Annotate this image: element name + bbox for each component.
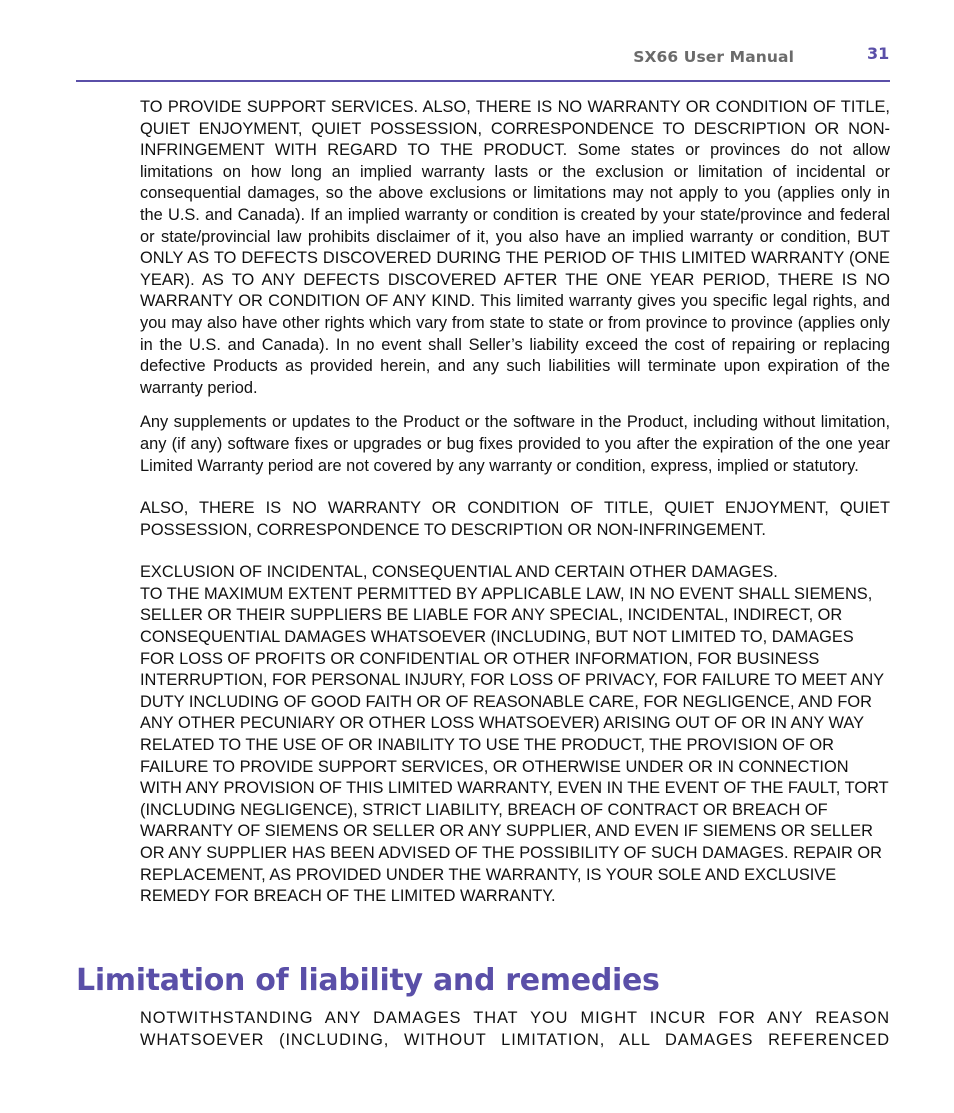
main-content xyxy=(140,97,890,908)
exclusion-text: TO THE MAXIMUM EXTENT PERMITTED BY APPLICABLE LAW, IN NO EVENT SHALL SIEMENS, SELLER OR THEIR SUPPLIERS BE LIABLE FOR ANY SPECIAL, INCIDENTAL, INDIRECT, OR CONSEQUENTIAL DAMAGES WHATSOEVER (INCLUDING, BUT NOT LIMITED TO, DAMAGES FOR LOSS OF PROFITS OR CONFIDENTIAL OR OTHER INFORMATION, FOR BUSINESS INTERRUPTION, FOR PERSONAL INJURY, FOR LOSS OF PRIVACY, FOR FAILURE TO MEET ANY DUTY INCLUDING OF GOOD FAITH OR OF REASONABLE CARE, FOR NEGLIGENCE, AND FOR ANY OTHER PECUNIARY OR OTHER LOSS WHATSOEVER) ARISING OUT OF OR IN ANY WAY RELATED TO THE USE OF OR INABILITY TO USE THE PRODUCT, THE PROVISION OF OR FAILURE TO PROVIDE SUPPORT SERVICES, OR OTHERWISE UNDER OR IN CONNECTION WITH ANY PROVISION OF THIS LIMITED WARRANTY, EVEN IN THE EVENT OF THE FAULT, TORT (INCLUDING NEGLIGENCE), STRICT LIABILITY, BREACH OF CONTRACT OR BREACH OF WARRANTY OF SIEMENS OR SELLER OR ANY SUPPLIER, AND EVEN IF SIEMENS OR SELLER OR ANY SUPPLIER HAS BEEN ADVISED OF THE POSSIBILITY OF SUCH DAMAGES. REPAIR OR REPLACEMENT, AS PROVIDED UNDER THE WARRANTY, IS YOUR SOLE AND EXCLUSIVE REMEDY FOR BREACH OF THE LIMITED WARRANTY. xyxy=(140,584,889,906)
section-heading: Limitation of liability and remedies xyxy=(76,963,660,998)
exclusion-block xyxy=(140,562,890,908)
no-warranty-paragraph: ALSO, THERE IS NO WARRANTY OR CONDITION OF TITLE, QUIET ENJOYMENT, QUIET POSSESSION, CORRESPONDENCE TO DESCRIPTION OR NON-INFRINGEMENT. xyxy=(140,499,890,539)
liability-paragraph: NOTWITHSTANDING ANY DAMAGES THAT YOU MIGHT INCUR FOR ANY REASON WHATSOEVER (INCLUDING, WITHOUT LIMITATION, ALL DAMAGES REFERENCED xyxy=(140,1009,890,1049)
updates-paragraph: Any supplements or updates to the Product or the software in the Product, including without limitation, any (if any) software fixes or upgrades or bug fixes provided to you after the expiration of the one year Limited Warranty period are not covered by any warranty or condition, express, implied or statutory. xyxy=(140,413,890,475)
section-content xyxy=(140,1008,890,1051)
page-header xyxy=(0,44,954,72)
manual-title: SX66 User Manual xyxy=(633,48,794,66)
page-number: 31 xyxy=(867,44,890,63)
header-divider xyxy=(76,80,890,82)
exclusion-heading: EXCLUSION OF INCIDENTAL, CONSEQUENTIAL AND CERTAIN OTHER DAMAGES. xyxy=(140,563,778,582)
warranty-paragraph: TO PROVIDE SUPPORT SERVICES. ALSO, THERE IS NO WARRANTY OR CONDITION OF TITLE, QUIET ENJOYMENT, QUIET POSSESSION, CORRESPONDENCE TO DESCRIPTION OR NON-INFRINGEMENT WITH REGARD TO THE PRODUCT. Some states or provinces do not allow limitations on how long an implied warranty lasts or the exclusion or limitation of incidental or consequential damages, so the above exclusions or limitations may not apply to you (applies only in the U.S. and Canada). If an implied warranty or condition is created by your state/province and federal or state/provincial law prohibits disclaimer of it, you also have an implied warranty or condition, BUT ONLY AS TO DEFECTS DISCOVERED DURING THE PERIOD OF THIS LIMITED WARRANTY (ONE YEAR). AS TO ANY DEFECTS DISCOVERED AFTER THE ONE YEAR PERIOD, THERE IS NO WARRANTY OR CONDITION OF ANY KIND. This limited warranty gives you specific legal rights, and you may also have other rights which vary from state to state or from province to province (applies only in the U.S. and Canada). In no event shall Seller’s liability exceed the cost of repairing or replacing defective Products as provided herein, and any such liabilities will terminate upon expiration of the warranty period. xyxy=(140,98,890,397)
